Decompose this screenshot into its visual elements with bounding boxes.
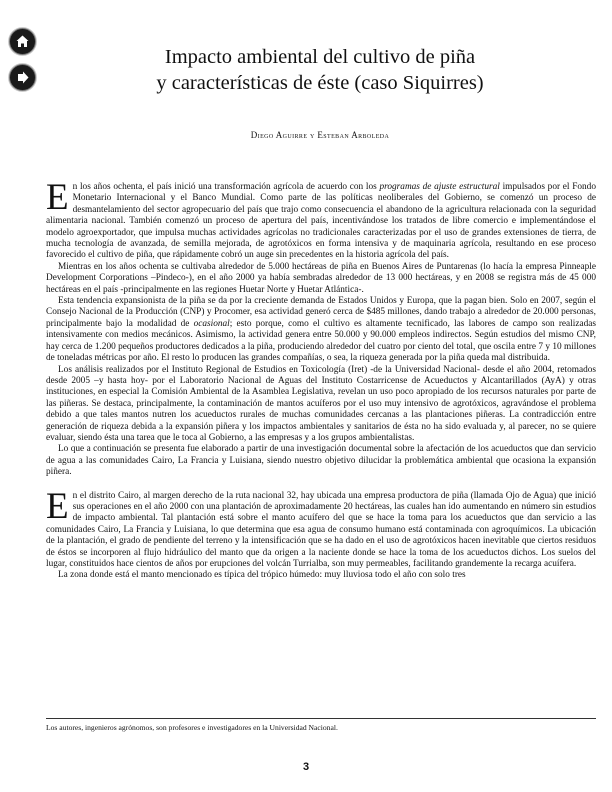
italic-text: programas de ajuste estructural <box>379 182 500 192</box>
drop-cap: E <box>46 177 69 218</box>
paragraph-text <box>46 177 596 261</box>
text-run: Los análisis realizados por el Instituto Regional de Estudios en Toxicología (Iret) -de la Universidad Nacional- desde el año 2004, retomados desde 2005 –y hasta hoy- por el Laboratorio Nacional de Aguas del Instituto Costarricense de Acueductos y Alcantarillados (AyA) y otras instituciones, en especial la Comisión Ambiental de la Asamblea Legislativa, revelan un uso poco apropiado de los recursos naturales por parte de las piñeras. Se destaca, principalmente, la contaminación de mantos acuíferos por el uso muy intensivo de agrotóxicos, agravándose el problema debido a que tales mantos nutren los acueductos rurales de muchas comunidades cercanas a las plantaciones piñeras. La contradicción entre generación de riqueza debida a la expansión piñera y los impactos ambientales y sanitarios de ésta no ha sido evaluada y, al parecer, no se quiere evaluar, siendo ésta una tarea que le toca al Gobierno, a las empresas y a los grupos ambientalistas. <box>46 364 596 443</box>
text-run: Esta tendencia expansionista de la piña se da por la creciente demanda de Estados Unidos y Europa, que la pagan bien. Solo en 2007, según el Consejo Nacional de la Producción (CNP) y Procomer, esa actividad generó cerca de $485 millones, dando trabajo a alrededor de 20.000 personas, principalmente bajo la modalidad de <box>46 296 596 329</box>
title-line-1: Impacto ambiental del cultivo de piña <box>164 46 476 68</box>
paragraph <box>46 444 596 478</box>
text-run: La zona donde está el manto mencionado es típica del trópico húmedo: muy lluviosa todo el año con solo tres <box>58 570 466 581</box>
article-title <box>60 44 580 96</box>
footnote-divider <box>46 718 596 719</box>
paragraph <box>46 262 596 296</box>
text-run: ; esto porque, como el cultivo es altamente tecnificado, las labores de campo son realizadas intensivamente con medios mecánicos. Asimismo, la actividad genera entre 50.000 y 90.000 empleos indirectos. Según estudios del mismo CNP, hay cerca de 1.200 pequeños productores dedicados a la piña, produciendo alrededor del cuatro por ciento del total, que oscila entre 7 y 10 millones de toneladas métricas por año. El resto lo producen las grandes compañías, o sea, la riqueza generada por la piña queda mal distribuida. <box>46 318 596 364</box>
italic-text: ocasional <box>193 318 230 329</box>
title-line-2: y características de éste (caso Siquirres) <box>156 72 484 94</box>
paragraph-text <box>46 296 596 363</box>
footnote: Los autores, ingenieros agrónomos, son profesores e investigadores en la Universidad Nacional. <box>46 723 338 732</box>
paragraph <box>46 570 596 581</box>
text-run: n los años ochenta, el país inició una transformación agrícola de acuerdo con los <box>72 182 380 192</box>
next-page-icon <box>15 70 30 85</box>
paragraph-text <box>46 485 596 569</box>
section-gap <box>46 479 596 491</box>
text-run: Lo que a continuación se presenta fue elaborado a partir de una investigación documental sobre la afectación de los acueductos que dan servicio de agua a las comunidades Cairo, La Francia y Luisiana, siendo nuestro objetivo dilucidar la problemática ambiental que ocasiona la expansión piñera. <box>46 444 596 478</box>
home-button[interactable] <box>9 28 36 55</box>
page-number: 3 <box>302 761 310 773</box>
paragraph-text <box>46 262 596 295</box>
text-run: Mientras en los años ochenta se cultivaba alrededor de 5.000 hectáreas de piña en Buenos Aires de Puntarenas (lo hacía la empresa Pinneaple Development Corporations –Pindeco-), en el año 2000 ya había sembradas alrededor de 13 000 hectáreas, y en 2008 se registra más de 45 000 hectáreas en el país -principalmente en las regiones Huetar Norte y Huetar Atlántica-. <box>46 261 596 295</box>
text-run: impulsados por el Fondo Monetario Internacional y el Banco Mundial. Como parte de las políticas neoliberales del Gobierno, se comenzó un proceso de desmantelamiento del sector agropecuario del país que trajo como consecuencia el abandono de la agricultura relacionada con la seguridad alimentaria nacional. También comenzó un proceso de apertura del país, incentivándose los tratados de libre comercio e implementándose el modelo agroexportador, que impulsa muchas actividades agrícolas no tradicionales caracterizadas por el uso de grandes extensiones de tierra, de mucha tecnología de avanzada, de semilla mejorada, de agrotóxicos en forma intensiva y de maquinaria agrícola, resultando en ese proceso favorecido el cultivo de piña, que rápidamente cobró un auge sin precedentes en la historia agrícola del país. <box>46 182 596 261</box>
paragraph <box>46 296 596 364</box>
text-run: n el distrito Cairo, al margen derecho de la ruta nacional 32, hay ubicada una empresa productora de piña (llamada Ojo de Agua) que inició sus operaciones en el año 2000 con una plantación de aproximadamente 20 hectáreas, las cuales han ido aumentando en número sin estudios de impacto ambiental. Tal plantación está sobre el manto acuífero del que se hace la toma para los acueductos que dan servicio a las comunidades Cairo, La Francia y Luisiana, lo que determina que esa agua de consumo humano está contaminada con agroquímicos. La ubicación de la plantación, el grado de pendiente del terreno y la intensificación que se ha dado en el uso de agrotóxicos hacen inevitable que ciertos residuos de éstos se incorporen al flujo hidráulico del manto que da origen a la naciente donde se hace la toma de los acueductos dichos. Los suelos del lugar, constituidos hace cientos de años por erupciones del volcán Turrialba, son muy permeables, facilitando grandemente la recarga acuífera. <box>46 490 596 569</box>
paragraph <box>46 177 596 262</box>
paragraph <box>46 365 596 445</box>
home-icon <box>15 34 30 49</box>
paragraph <box>46 485 596 571</box>
next-page-button[interactable] <box>9 64 36 91</box>
authors: Diego Aguirre y Esteban Arboleda <box>250 130 390 140</box>
paragraph-text <box>58 570 466 580</box>
paragraph-text <box>46 444 596 477</box>
article-body <box>46 177 596 582</box>
drop-cap: E <box>46 485 69 527</box>
paragraph-text <box>46 365 596 443</box>
